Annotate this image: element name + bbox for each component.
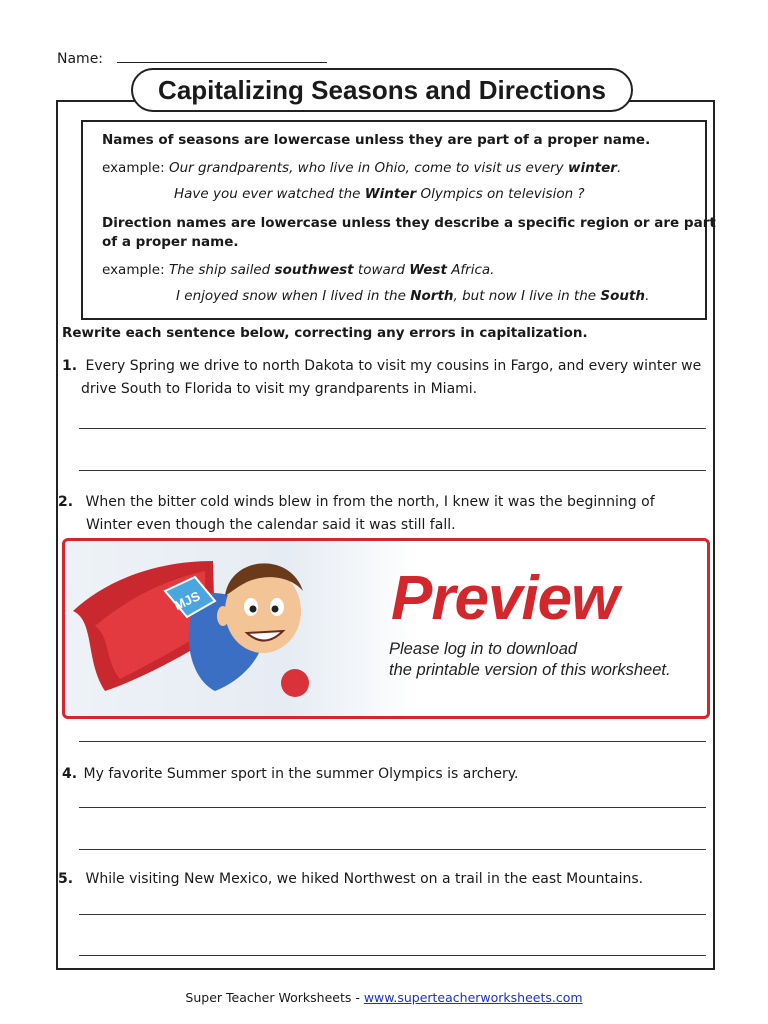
example-keyword: South xyxy=(600,288,646,304)
preview-title: Preview xyxy=(391,564,619,633)
answer-line[interactable] xyxy=(79,741,706,742)
example-keyword: Winter xyxy=(364,186,417,202)
example-text: Olympics on television ? xyxy=(416,186,585,202)
worksheet-title: Capitalizing Seasons and Directions xyxy=(131,68,633,112)
question-number: 4. xyxy=(62,766,78,782)
instruction: Rewrite each sentence below, correcting any errors in capitalization. xyxy=(62,325,588,341)
example-text: . xyxy=(645,288,650,304)
question-1 xyxy=(62,355,701,401)
example-text: Africa. xyxy=(446,262,495,278)
footer xyxy=(0,990,768,1005)
example-text: , but now I live in the xyxy=(453,288,601,304)
example-keyword: winter xyxy=(567,160,617,176)
example-text: toward xyxy=(353,262,410,278)
preview-subtitle-line-1: Please log in to download xyxy=(389,640,578,658)
question-4 xyxy=(62,763,518,786)
preview-banner[interactable] xyxy=(62,538,710,719)
directions-rule-line-1: Direction names are lowercase unless they describe a specific region or are part xyxy=(102,215,716,231)
question-number: 2. xyxy=(58,494,74,510)
question-5 xyxy=(58,868,643,891)
question-text: When the bitter cold winds blew in from the north, I knew it was the beginning of xyxy=(85,494,655,510)
name-row xyxy=(57,48,327,67)
example-3 xyxy=(102,262,494,278)
preview-subtitle-line-2: the printable version of this worksheet. xyxy=(389,661,671,679)
example-text: I enjoyed snow when I lived in the xyxy=(176,288,411,304)
question-text: drive South to Florida to visit my grandparents in Miami. xyxy=(81,381,478,397)
seasons-rule: Names of seasons are lowercase unless they are part of a proper name. xyxy=(102,132,651,148)
example-text: . xyxy=(616,160,622,176)
example-text: Our grandparents, who live in Ohio, come to visit us every xyxy=(168,160,568,176)
question-number: 5. xyxy=(58,871,74,887)
preview-subtitle xyxy=(389,639,671,681)
question-text: My favorite Summer sport in the summer Olympics is archery. xyxy=(83,766,519,782)
directions-rule-line-2: of a proper name. xyxy=(102,234,239,250)
answer-line[interactable] xyxy=(79,914,706,915)
example-label: example: xyxy=(102,160,165,176)
badge-text: MJS xyxy=(171,588,203,614)
name-blank-line[interactable] xyxy=(117,48,327,63)
example-keyword: North xyxy=(410,288,454,304)
example-keyword: southwest xyxy=(274,262,354,278)
question-text: Every Spring we drive to north Dakota to visit my cousins in Fargo, and every winter we xyxy=(85,358,702,374)
footer-text: Super Teacher Worksheets - xyxy=(185,990,364,1005)
answer-line[interactable] xyxy=(79,807,706,808)
example-text: The ship sailed xyxy=(168,262,275,278)
example-label: example: xyxy=(102,262,165,278)
answer-line[interactable] xyxy=(79,428,706,429)
answer-line[interactable] xyxy=(79,955,706,956)
example-2 xyxy=(174,186,585,202)
example-1 xyxy=(102,160,621,176)
example-text: Have you ever watched the xyxy=(174,186,365,202)
answer-line[interactable] xyxy=(79,849,706,850)
question-2 xyxy=(58,491,655,537)
question-text: Winter even though the calendar said it was still fall. xyxy=(86,517,456,533)
question-text: While visiting New Mexico, we hiked Northwest on a trail in the east Mountains. xyxy=(85,871,644,887)
question-number: 1. xyxy=(62,358,78,374)
name-label: Name: xyxy=(57,51,104,67)
superhero-mascot-icon xyxy=(65,541,385,716)
example-4 xyxy=(176,288,649,304)
example-keyword: West xyxy=(409,262,447,278)
answer-line[interactable] xyxy=(79,470,706,471)
footer-link[interactable]: www.superteacherworksheets.com xyxy=(363,990,583,1005)
